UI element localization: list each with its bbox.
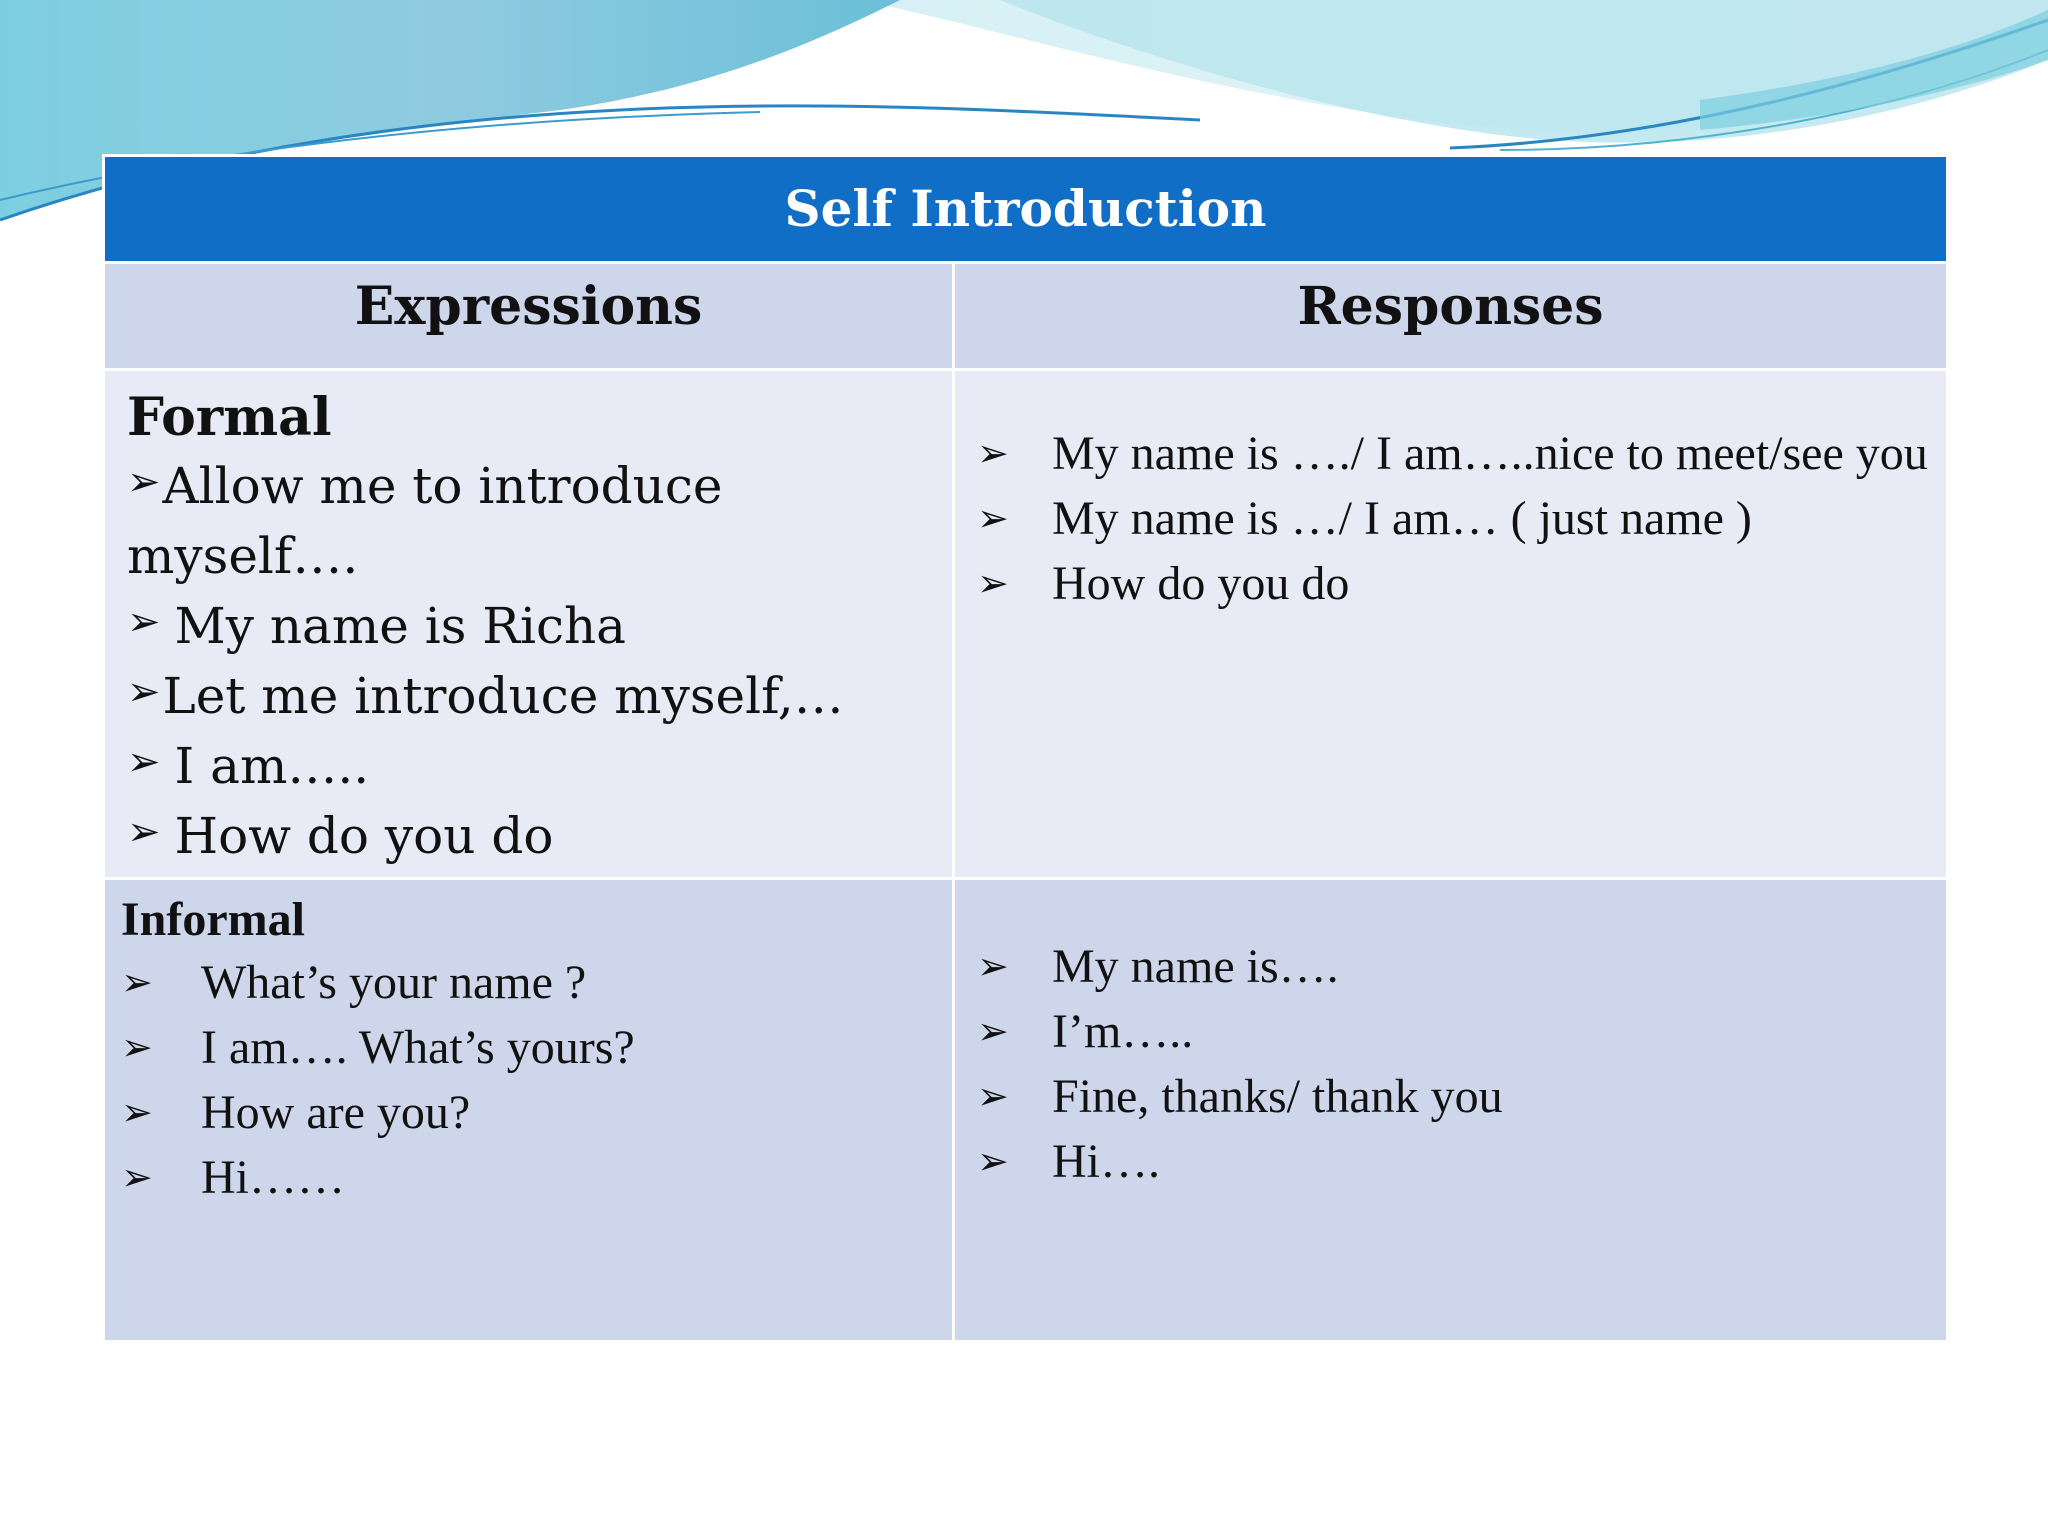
informal-expressions-list bbox=[121, 950, 952, 1210]
informal-expressions-cell bbox=[104, 879, 954, 1342]
informal-responses-list bbox=[977, 934, 1946, 1194]
arrow-bullet-icon: ➢ bbox=[127, 809, 161, 855]
list-item-text: Hi…. bbox=[1052, 1135, 1160, 1188]
list-item bbox=[977, 999, 1946, 1064]
list-item bbox=[977, 1129, 1946, 1194]
header-expressions bbox=[104, 263, 954, 370]
arrow-bullet-icon: ➢ bbox=[121, 1090, 153, 1134]
formal-expressions-list bbox=[127, 451, 952, 871]
arrow-bullet-icon: ➢ bbox=[127, 599, 161, 645]
formal-expressions-cell bbox=[104, 370, 954, 879]
arrow-bullet-icon: ➢ bbox=[977, 944, 1009, 988]
list-item-text: What’s your name ? bbox=[201, 956, 587, 1009]
list-item bbox=[977, 1064, 1946, 1129]
informal-responses-cell bbox=[954, 879, 1948, 1342]
formal-responses-cell bbox=[954, 370, 1948, 879]
header-responses bbox=[954, 263, 1948, 370]
list-item-text: I am….. bbox=[174, 737, 370, 795]
list-item bbox=[127, 451, 952, 591]
list-item bbox=[977, 934, 1946, 999]
informal-row bbox=[104, 879, 1948, 1342]
list-item bbox=[121, 1080, 952, 1145]
list-item-text: How do you do bbox=[174, 807, 554, 865]
header-expressions-label: Expressions bbox=[354, 276, 703, 337]
list-item-text: Let me introduce myself,… bbox=[162, 667, 844, 725]
list-item bbox=[121, 1015, 952, 1080]
formal-heading: Formal bbox=[127, 387, 332, 448]
arrow-bullet-icon: ➢ bbox=[121, 1155, 153, 1199]
arrow-bullet-icon: ➢ bbox=[977, 1139, 1009, 1183]
arrow-bullet-icon: ➢ bbox=[121, 1025, 153, 1069]
list-item-text: Fine, thanks/ thank you bbox=[1052, 1070, 1503, 1123]
arrow-bullet-icon: ➢ bbox=[127, 669, 161, 715]
arrow-bullet-icon: ➢ bbox=[127, 739, 161, 785]
list-item-text: My name is…. bbox=[1052, 940, 1339, 993]
informal-heading: Informal bbox=[121, 893, 305, 946]
list-item-text: How do you do bbox=[1052, 557, 1350, 610]
list-item bbox=[977, 421, 1946, 486]
arrow-bullet-icon: ➢ bbox=[977, 561, 1009, 605]
list-item-text: My name is …/ I am… ( just name ) bbox=[1052, 492, 1752, 545]
list-item-text: My name is Richa bbox=[174, 597, 626, 655]
arrow-bullet-icon: ➢ bbox=[977, 1009, 1009, 1053]
list-item-text: My name is …./ I am…..nice to meet/see you bbox=[1052, 427, 1928, 480]
arrow-bullet-icon: ➢ bbox=[127, 459, 161, 505]
formal-responses-list bbox=[977, 421, 1946, 616]
list-item-text: Hi…… bbox=[201, 1151, 345, 1204]
list-item bbox=[127, 731, 952, 801]
table-title: Self Introduction bbox=[104, 156, 1948, 263]
list-item bbox=[127, 661, 952, 731]
arrow-bullet-icon: ➢ bbox=[977, 1074, 1009, 1118]
header-responses-label: Responses bbox=[1297, 276, 1604, 337]
list-item-text: Allow me to introduce myself…. bbox=[127, 457, 723, 585]
list-item bbox=[121, 1145, 952, 1210]
arrow-bullet-icon: ➢ bbox=[977, 431, 1009, 475]
formal-row bbox=[104, 370, 1948, 879]
intro-table bbox=[102, 154, 1949, 1343]
arrow-bullet-icon: ➢ bbox=[121, 960, 153, 1004]
list-item bbox=[127, 801, 952, 871]
list-item bbox=[977, 551, 1946, 616]
list-item-text: How are you? bbox=[201, 1086, 471, 1139]
arrow-bullet-icon: ➢ bbox=[977, 496, 1009, 540]
list-item bbox=[977, 486, 1946, 551]
list-item-text: I’m….. bbox=[1052, 1005, 1194, 1058]
list-item bbox=[121, 950, 952, 1015]
list-item-text: I am…. What’s yours? bbox=[201, 1021, 635, 1074]
list-item bbox=[127, 591, 952, 661]
